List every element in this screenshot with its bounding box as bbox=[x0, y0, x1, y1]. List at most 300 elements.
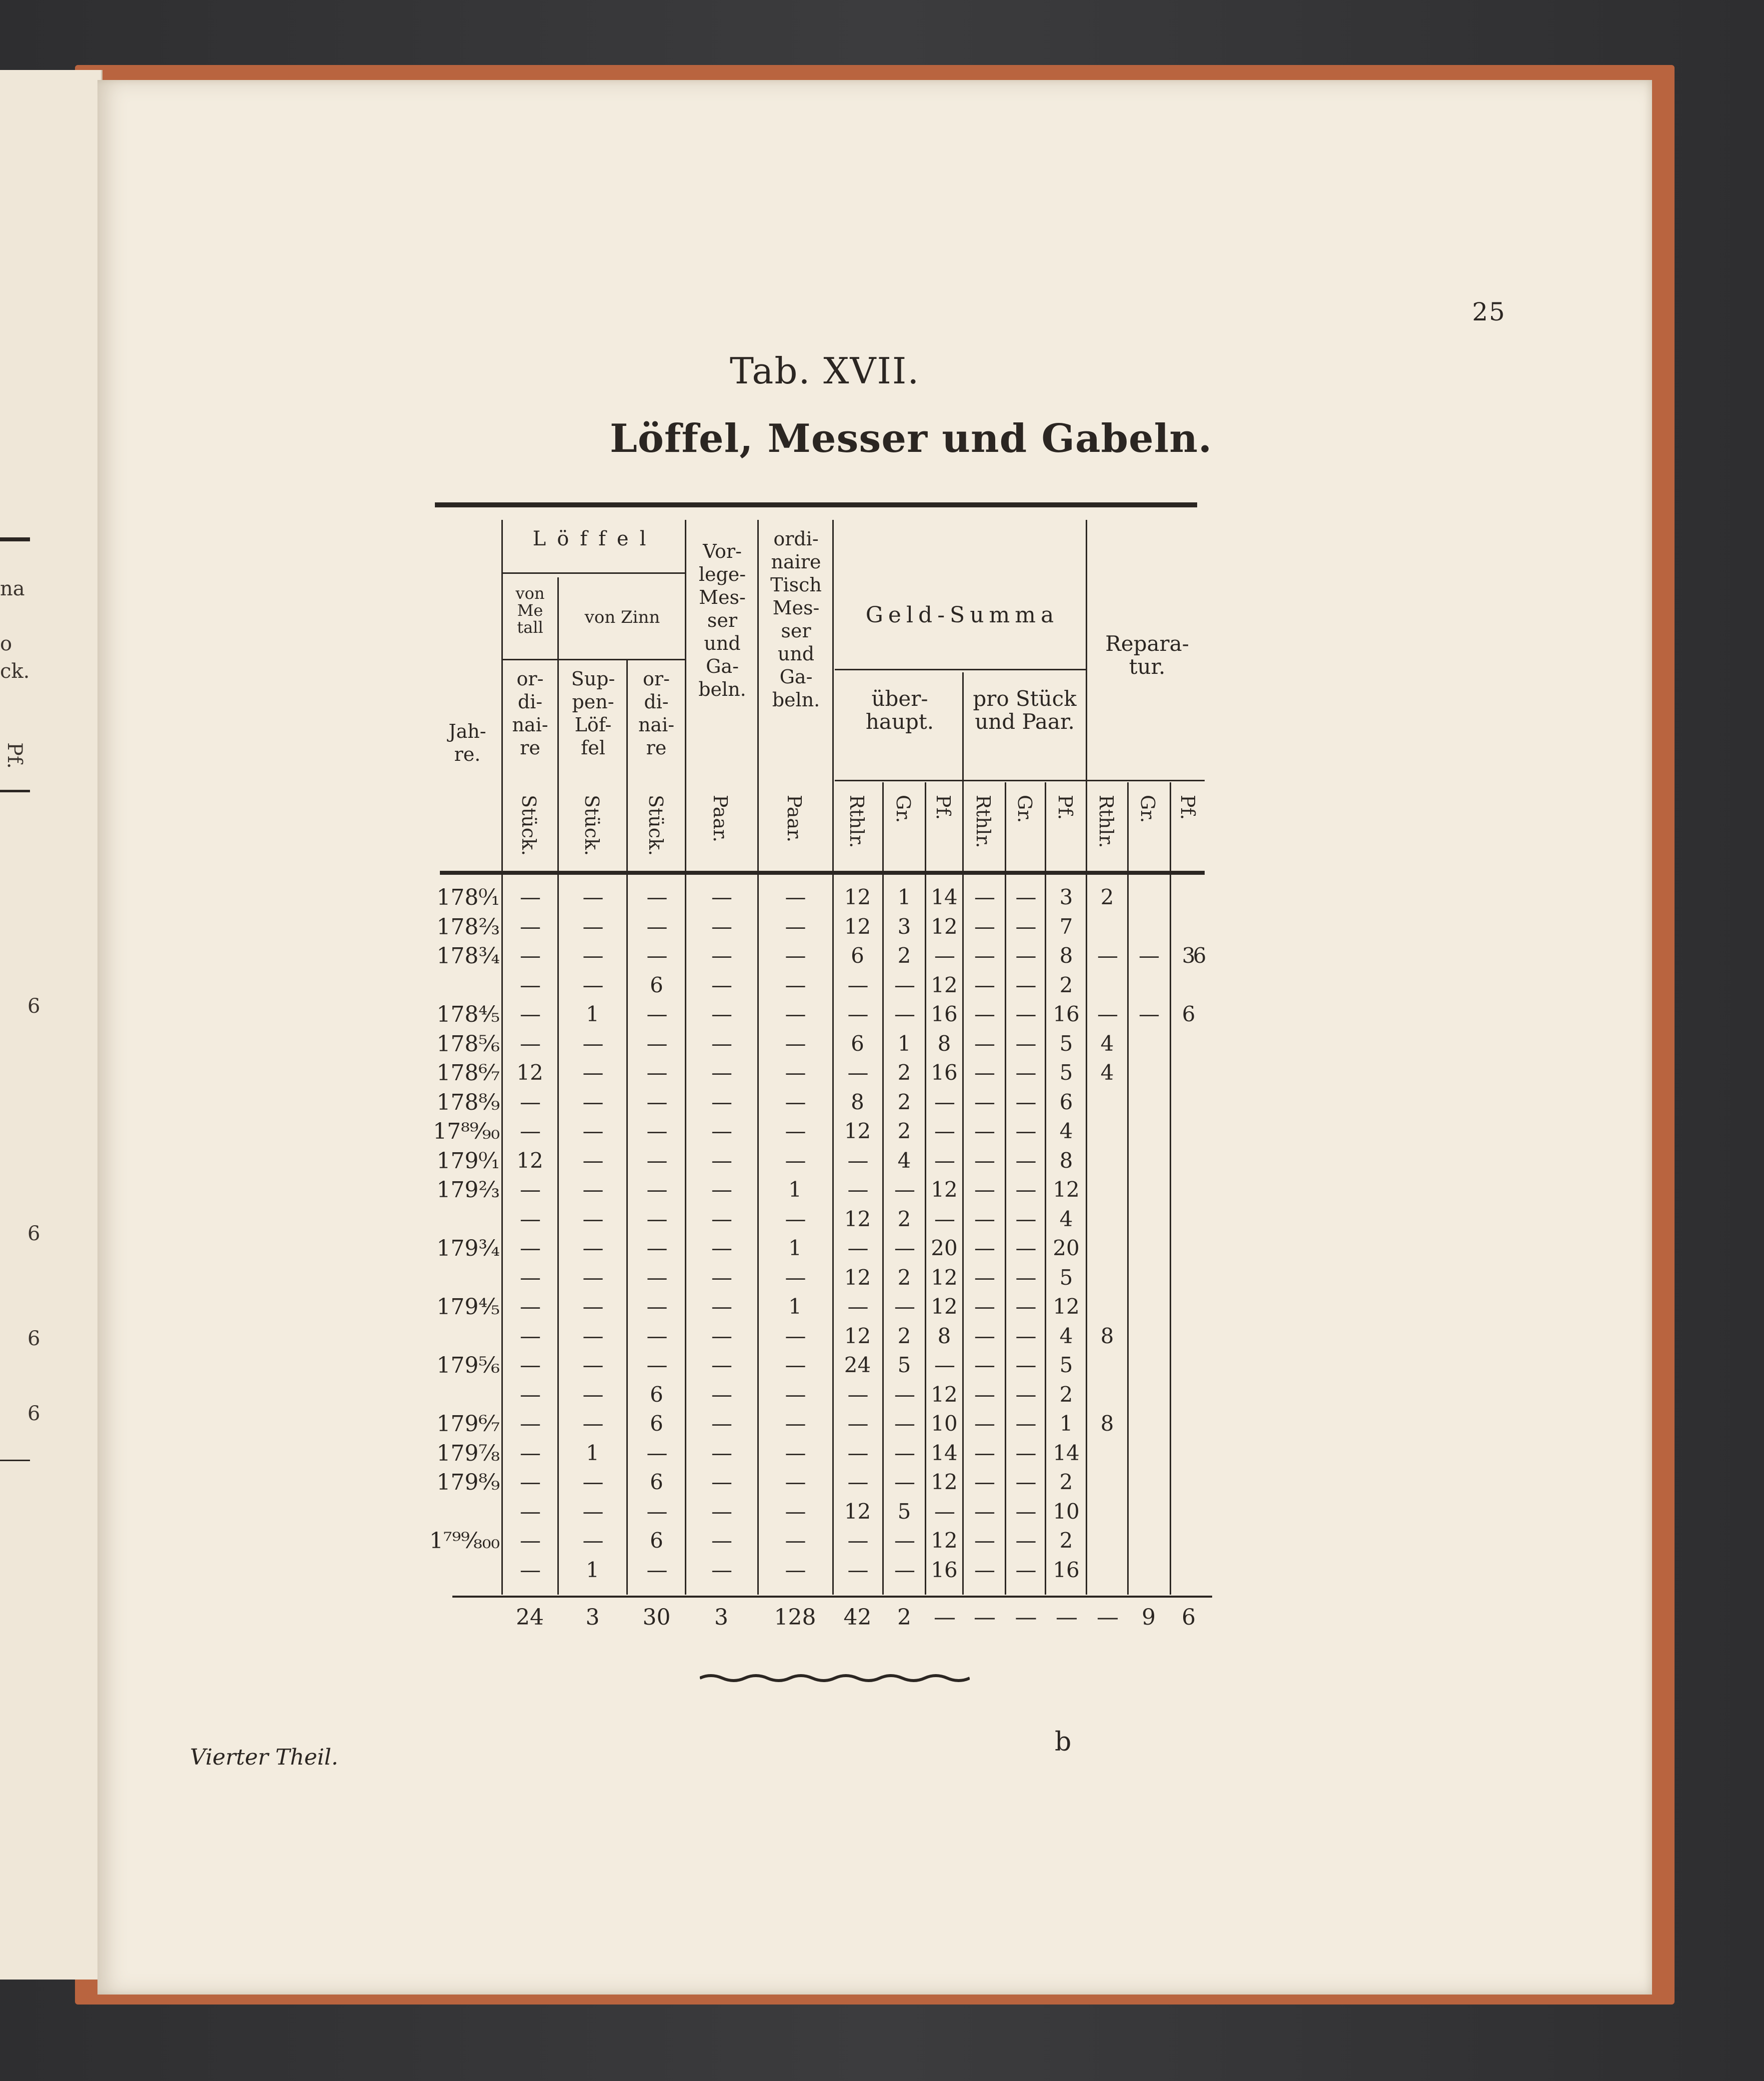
total-cell: — bbox=[974, 1605, 995, 1630]
unit-label: Gr. bbox=[1137, 795, 1159, 823]
total-cell: 2 bbox=[897, 1605, 911, 1630]
table-cell: — bbox=[974, 1323, 994, 1348]
table-cell: — bbox=[520, 1002, 540, 1026]
table-cell: — bbox=[1015, 1411, 1036, 1436]
table-cell: — bbox=[1015, 1499, 1036, 1524]
table-cell: 12 bbox=[516, 1060, 543, 1085]
table-cell: — bbox=[785, 1148, 805, 1173]
table-cell: — bbox=[711, 1089, 731, 1114]
table-cell: — bbox=[894, 1470, 914, 1494]
table-cell: 1 bbox=[897, 885, 911, 909]
table-cell: — bbox=[974, 1353, 994, 1377]
col-rule bbox=[557, 577, 559, 1595]
table-cell: — bbox=[847, 1528, 868, 1553]
row-year: 178⁸⁄₉ bbox=[436, 1089, 500, 1115]
table-cell: — bbox=[711, 1411, 731, 1436]
total-cell: — bbox=[1015, 1605, 1036, 1630]
left-fragment: ck. bbox=[0, 660, 30, 683]
row-year: 1⁷⁹⁹⁄₈₀₀ bbox=[429, 1528, 500, 1554]
table-cell: — bbox=[785, 1557, 805, 1582]
table-cell: 1 bbox=[897, 1031, 911, 1056]
table-cell: — bbox=[582, 885, 603, 909]
table-cell: 12 bbox=[844, 914, 871, 939]
geld-summa-rule bbox=[835, 669, 1087, 670]
unit-label: Rthlr. bbox=[972, 795, 994, 848]
table-cell: 6 bbox=[851, 943, 864, 968]
table-cell: — bbox=[582, 1323, 603, 1348]
table-cell: — bbox=[785, 1002, 805, 1026]
total-cell: 24 bbox=[516, 1605, 544, 1630]
table-cell: — bbox=[894, 1236, 914, 1260]
table-cell: 12 bbox=[844, 1499, 871, 1524]
table-cell: 7 bbox=[1059, 914, 1073, 939]
total-cell: 6 bbox=[1182, 1605, 1196, 1630]
table-cell: — bbox=[582, 1353, 603, 1377]
table-cell: 14 bbox=[931, 1440, 958, 1465]
table-cell: — bbox=[646, 1031, 667, 1056]
left-fragment: 6 bbox=[27, 995, 40, 1018]
table-cell: 4 bbox=[1059, 1119, 1073, 1143]
table-cell: — bbox=[1015, 1323, 1036, 1348]
table-cell: 12 bbox=[931, 1528, 958, 1553]
table-cell: 2 bbox=[897, 1206, 911, 1231]
table-cell: — bbox=[847, 1557, 868, 1582]
table-cell: — bbox=[711, 1382, 731, 1407]
table-cell: 5 bbox=[897, 1353, 911, 1377]
table-cell: — bbox=[1015, 885, 1036, 909]
table-cell: — bbox=[1015, 1557, 1036, 1582]
table-cell: — bbox=[847, 1177, 868, 1202]
left-rule-bottom bbox=[0, 1460, 30, 1461]
table-cell: 8 bbox=[1059, 1148, 1073, 1173]
table-cell: — bbox=[1015, 943, 1036, 968]
unit-label: Pf. bbox=[1177, 795, 1199, 820]
table-cell: — bbox=[582, 1148, 603, 1173]
table-cell: — bbox=[847, 1440, 868, 1465]
table-cell: — bbox=[1139, 943, 1159, 968]
unit-label: Stück. bbox=[644, 795, 667, 856]
table-cell: — bbox=[711, 1353, 731, 1377]
left-fragment: 6 bbox=[27, 1222, 40, 1245]
table-cell: — bbox=[894, 1528, 914, 1553]
table-cell: — bbox=[785, 914, 805, 939]
table-top-rule bbox=[435, 502, 1197, 507]
table-cell: 2 bbox=[897, 1323, 911, 1348]
unit-label: Rthlr. bbox=[845, 795, 868, 848]
table-cell: — bbox=[711, 1528, 731, 1553]
table-cell: — bbox=[974, 1148, 994, 1173]
table-cell: 4 bbox=[1059, 1323, 1073, 1348]
table-cell: — bbox=[974, 1002, 994, 1026]
left-fragment: Pf. bbox=[3, 742, 26, 769]
unit-label: Gr. bbox=[892, 795, 914, 823]
unit-label: Stück. bbox=[518, 795, 540, 856]
table-cell: — bbox=[582, 1177, 603, 1202]
table-cell: — bbox=[646, 943, 667, 968]
unit-label: Pf. bbox=[1054, 795, 1076, 820]
header-vorlege: Vor- lege- Mes- ser und Ga- beln. bbox=[698, 540, 746, 700]
table-cell: — bbox=[646, 1177, 667, 1202]
table-cell: 6 bbox=[1059, 1089, 1073, 1114]
table-cell: — bbox=[520, 1382, 540, 1407]
table-cell: 12 bbox=[931, 1177, 958, 1202]
table-cell: 2 bbox=[897, 943, 911, 968]
table-cell: 2 bbox=[897, 1060, 911, 1085]
table-cell: — bbox=[934, 1206, 954, 1231]
table-cell: 12 bbox=[931, 1294, 958, 1319]
table-cell: 3 bbox=[897, 914, 911, 939]
col-rule bbox=[626, 660, 628, 1595]
table-cell: — bbox=[582, 1528, 603, 1553]
header-von-metall: von Me tall bbox=[515, 584, 545, 637]
table-cell: — bbox=[974, 1206, 994, 1231]
table-cell: — bbox=[582, 1206, 603, 1231]
header-ordinaire-metall: or- di- nai- re bbox=[512, 668, 548, 759]
table-cell: — bbox=[646, 885, 667, 909]
table-cell: 16 bbox=[1053, 1002, 1080, 1026]
table-cell: — bbox=[711, 1060, 731, 1085]
unit-label: Stück. bbox=[580, 795, 603, 856]
row-year: 178²⁄₃ bbox=[436, 914, 500, 940]
table-cell: — bbox=[646, 1265, 667, 1290]
header-ueberhaupt: über- haupt. bbox=[865, 686, 934, 734]
table-cell: — bbox=[520, 1499, 540, 1524]
table-cell: — bbox=[1015, 1440, 1036, 1465]
table-cell: — bbox=[974, 1528, 994, 1553]
header-loeffel: Löffel bbox=[532, 527, 657, 550]
table-cell: — bbox=[785, 972, 805, 997]
table-cell: — bbox=[785, 1440, 805, 1465]
table-cell: — bbox=[582, 1470, 603, 1494]
table-cell: — bbox=[520, 1470, 540, 1494]
table-cell: — bbox=[1015, 1206, 1036, 1231]
table-cell: — bbox=[582, 1236, 603, 1260]
row-year: 179²⁄₃ bbox=[436, 1177, 500, 1203]
table-cell: 5 bbox=[1059, 1031, 1073, 1056]
table-cell: 10 bbox=[931, 1411, 958, 1436]
row-year: 179⁸⁄₉ bbox=[436, 1470, 500, 1495]
header-von-zinn: von Zinn bbox=[584, 607, 660, 627]
header-reparatur: Repara- tur. bbox=[1105, 631, 1189, 679]
table-cell: 8 bbox=[1059, 943, 1073, 968]
table-cell: — bbox=[711, 1557, 731, 1582]
table-cell: 12 bbox=[931, 1470, 958, 1494]
table-subtitle: Löffel, Messer und Gabeln. bbox=[610, 416, 1213, 461]
table-cell: — bbox=[974, 1499, 994, 1524]
table-cell: — bbox=[974, 1031, 994, 1056]
table-cell: 6 bbox=[1182, 1002, 1196, 1026]
table-cell: — bbox=[1139, 1002, 1159, 1026]
table-cell: — bbox=[894, 972, 914, 997]
table-cell: — bbox=[520, 1089, 540, 1114]
table-cell: — bbox=[894, 1557, 914, 1582]
table-cell: — bbox=[711, 1002, 731, 1026]
table-cell: — bbox=[711, 1236, 731, 1260]
table-cell: 12 bbox=[931, 914, 958, 939]
table-cell: — bbox=[582, 943, 603, 968]
table-cell: — bbox=[582, 1060, 603, 1085]
table-cell: — bbox=[711, 885, 731, 909]
table-cell: — bbox=[847, 972, 868, 997]
table-cell: 8 bbox=[1100, 1323, 1114, 1348]
table-cell: — bbox=[1097, 943, 1117, 968]
header-jahre: Jah- re. bbox=[448, 720, 486, 765]
table-cell: — bbox=[974, 1382, 994, 1407]
table-cell: 12 bbox=[844, 1119, 871, 1143]
table-cell: — bbox=[974, 1470, 994, 1494]
table-cell: — bbox=[894, 1382, 914, 1407]
table-cell: — bbox=[582, 914, 603, 939]
table-cell: — bbox=[711, 943, 731, 968]
table-cell: — bbox=[785, 943, 805, 968]
table-cell: — bbox=[785, 1528, 805, 1553]
header-ordinaire-zinn: or- di- nai- re bbox=[638, 668, 675, 759]
table-cell: 14 bbox=[1053, 1440, 1080, 1465]
table-cell: — bbox=[520, 1440, 540, 1465]
table-cell-extra: 6 bbox=[1193, 943, 1207, 968]
table-cell: 5 bbox=[1059, 1353, 1073, 1377]
table-cell: — bbox=[934, 1353, 954, 1377]
table-cell: — bbox=[847, 1294, 868, 1319]
table-cell: 2 bbox=[1059, 1528, 1073, 1553]
table-cell: — bbox=[785, 1323, 805, 1348]
table-cell: — bbox=[847, 1411, 868, 1436]
left-fragment: 6 bbox=[27, 1402, 40, 1425]
table-cell: — bbox=[646, 1089, 667, 1114]
table-cell: 1 bbox=[586, 1002, 599, 1026]
table-cell: — bbox=[646, 1206, 667, 1231]
row-year: 179³⁄₄ bbox=[436, 1236, 500, 1261]
table-cell: 1 bbox=[1059, 1411, 1073, 1436]
table-cell: — bbox=[520, 1557, 540, 1582]
table-cell: — bbox=[711, 1470, 731, 1494]
table-cell: — bbox=[582, 1382, 603, 1407]
table-cell: — bbox=[785, 1353, 805, 1377]
table-cell: — bbox=[646, 1294, 667, 1319]
table-cell: — bbox=[894, 1002, 914, 1026]
table-cell: — bbox=[785, 1499, 805, 1524]
table-cell: — bbox=[1015, 1382, 1036, 1407]
table-cell: — bbox=[520, 1411, 540, 1436]
table-cell: — bbox=[1015, 1060, 1036, 1085]
totals-rule bbox=[452, 1596, 1212, 1598]
table-cell: — bbox=[711, 1440, 731, 1465]
table-cell: — bbox=[711, 1265, 731, 1290]
table-cell: — bbox=[646, 914, 667, 939]
table-cell: — bbox=[646, 1557, 667, 1582]
table-cell: — bbox=[711, 1031, 731, 1056]
table-cell: — bbox=[646, 1499, 667, 1524]
table-cell: 16 bbox=[931, 1557, 958, 1582]
table-cell: — bbox=[1015, 1353, 1036, 1377]
unit-label: Pf. bbox=[932, 795, 954, 820]
table-cell: — bbox=[1015, 1265, 1036, 1290]
table-cell: — bbox=[711, 1323, 731, 1348]
unit-label: Rthlr. bbox=[1095, 795, 1117, 848]
table-cell: 6 bbox=[650, 972, 663, 997]
table-cell: — bbox=[974, 1119, 994, 1143]
table-cell: — bbox=[520, 972, 540, 997]
row-year: 17⁸⁹⁄₉₀ bbox=[433, 1119, 500, 1144]
table-cell: — bbox=[894, 1294, 914, 1319]
table-cell: — bbox=[520, 1353, 540, 1377]
table-cell: — bbox=[1015, 972, 1036, 997]
table-cell: — bbox=[1015, 1470, 1036, 1494]
table-cell: — bbox=[582, 1265, 603, 1290]
table-cell: 10 bbox=[1053, 1499, 1080, 1524]
table-cell: — bbox=[974, 1557, 994, 1582]
table-cell: — bbox=[582, 1119, 603, 1143]
table-cell: — bbox=[785, 1119, 805, 1143]
table-cell: — bbox=[785, 1411, 805, 1436]
table-cell: — bbox=[520, 1031, 540, 1056]
table-cell: 8 bbox=[937, 1031, 951, 1056]
table-cell: — bbox=[646, 1060, 667, 1085]
table-cell: — bbox=[646, 1323, 667, 1348]
table-cell: — bbox=[785, 1031, 805, 1056]
table-cell: — bbox=[520, 1265, 540, 1290]
table-cell: 12 bbox=[844, 885, 871, 909]
table-cell: — bbox=[711, 972, 731, 997]
table-cell: — bbox=[520, 1236, 540, 1260]
ueberhaupt-rule bbox=[835, 780, 1087, 781]
table-cell: — bbox=[847, 1382, 868, 1407]
total-cell: — bbox=[1097, 1605, 1118, 1630]
total-cell: 42 bbox=[843, 1605, 872, 1630]
table-cell: — bbox=[894, 1440, 914, 1465]
table-cell: 24 bbox=[844, 1353, 871, 1377]
table-cell: 2 bbox=[897, 1119, 911, 1143]
header-ordinaire-tisch: ordi- naire Tisch Mes- ser und Ga- beln. bbox=[770, 528, 822, 711]
unit-label: Gr. bbox=[1013, 795, 1036, 823]
table-cell: — bbox=[520, 1528, 540, 1553]
total-cell: 30 bbox=[642, 1605, 671, 1630]
table-cell: — bbox=[520, 914, 540, 939]
table-cell: — bbox=[974, 1294, 994, 1319]
total-cell: — bbox=[934, 1605, 955, 1630]
table-cell: — bbox=[520, 1206, 540, 1231]
signature-line: Vierter Theil. bbox=[190, 1745, 338, 1770]
table-cell: — bbox=[847, 1236, 868, 1260]
left-fragment: na bbox=[0, 577, 25, 600]
table-cell: — bbox=[974, 1177, 994, 1202]
row-year: 178³⁄₄ bbox=[436, 943, 500, 969]
table-cell: 12 bbox=[844, 1206, 871, 1231]
table-cell: — bbox=[646, 1236, 667, 1260]
table-cell: 2 bbox=[1059, 1470, 1073, 1494]
table-cell: 12 bbox=[1053, 1177, 1080, 1202]
table-cell: — bbox=[974, 1060, 994, 1085]
total-cell: 128 bbox=[774, 1605, 816, 1630]
table-cell: 12 bbox=[844, 1265, 871, 1290]
table-cell: 2 bbox=[1059, 972, 1073, 997]
table-cell: — bbox=[646, 1148, 667, 1173]
total-cell: — bbox=[1056, 1605, 1077, 1630]
table-cell: — bbox=[785, 1382, 805, 1407]
left-fragment: 6 bbox=[27, 1327, 40, 1350]
row-year: 179⁷⁄₈ bbox=[436, 1440, 500, 1466]
table-cell: — bbox=[1097, 1002, 1117, 1026]
table-cell: — bbox=[646, 1353, 667, 1377]
table-cell: — bbox=[1015, 914, 1036, 939]
table-cell: — bbox=[520, 885, 540, 909]
table-cell: — bbox=[520, 1119, 540, 1143]
left-fragment: o bbox=[0, 632, 12, 655]
table-cell: 6 bbox=[650, 1411, 663, 1436]
header-geld-summa: Geld-Summa bbox=[865, 602, 1059, 628]
signature-mark: b bbox=[1055, 1727, 1072, 1757]
table-cell: — bbox=[934, 1499, 954, 1524]
table-cell: — bbox=[520, 1323, 540, 1348]
table-cell: 12 bbox=[516, 1148, 543, 1173]
table-cell: — bbox=[934, 1089, 954, 1114]
table-cell: 2 bbox=[897, 1265, 911, 1290]
table-cell: — bbox=[974, 1411, 994, 1436]
table-cell: — bbox=[934, 943, 954, 968]
table-cell: — bbox=[711, 1206, 731, 1231]
table-cell: 12 bbox=[844, 1323, 871, 1348]
table-cell: 6 bbox=[851, 1031, 864, 1056]
table-cell: 6 bbox=[650, 1528, 663, 1553]
table-cell: — bbox=[785, 1089, 805, 1114]
table-cell: 16 bbox=[931, 1060, 958, 1085]
table-cell: 8 bbox=[851, 1089, 864, 1114]
table-cell: 2 bbox=[1100, 885, 1114, 909]
table-cell: — bbox=[974, 1089, 994, 1114]
row-year: 179⁰⁄₁ bbox=[436, 1148, 500, 1174]
table-cell: — bbox=[785, 1265, 805, 1290]
table-cell: 4 bbox=[1100, 1060, 1114, 1085]
table-cell: — bbox=[847, 1002, 868, 1026]
row-year: 178⁵⁄₆ bbox=[436, 1031, 500, 1057]
table-cell: 2 bbox=[1059, 1382, 1073, 1407]
total-cell: 9 bbox=[1142, 1605, 1156, 1630]
decorative-wave-rule bbox=[700, 1672, 970, 1684]
table-cell: — bbox=[1015, 1528, 1036, 1553]
table-cell: — bbox=[934, 1119, 954, 1143]
table-cell: 20 bbox=[1053, 1236, 1080, 1260]
table-cell: 5 bbox=[897, 1499, 911, 1524]
table-cell: 1 bbox=[586, 1440, 599, 1465]
table-cell: — bbox=[847, 1470, 868, 1494]
table-cell: 4 bbox=[897, 1148, 911, 1173]
table-cell: — bbox=[582, 1089, 603, 1114]
table-cell: — bbox=[711, 1499, 731, 1524]
table-cell: — bbox=[894, 1177, 914, 1202]
metall-zinn-rule bbox=[502, 659, 685, 660]
table-cell: 3 bbox=[1182, 943, 1196, 968]
table-cell: 3 bbox=[1059, 885, 1073, 909]
table-cell: 12 bbox=[931, 1382, 958, 1407]
left-rule-mid bbox=[0, 790, 30, 792]
table-cell: — bbox=[974, 943, 994, 968]
header-pro-stueck: pro Stück und Paar. bbox=[973, 686, 1077, 734]
header-bottom-rule bbox=[440, 871, 1205, 875]
left-rule-top bbox=[0, 537, 30, 541]
table-cell: — bbox=[520, 1294, 540, 1319]
table-cell: — bbox=[1015, 1002, 1036, 1026]
table-cell: 12 bbox=[931, 972, 958, 997]
table-cell: — bbox=[974, 885, 994, 909]
table-cell: — bbox=[520, 943, 540, 968]
table-cell: — bbox=[785, 1470, 805, 1494]
table-cell: — bbox=[974, 972, 994, 997]
row-year: 178⁰⁄₁ bbox=[436, 885, 500, 910]
table-cell: — bbox=[711, 914, 731, 939]
page-number: 25 bbox=[1472, 297, 1506, 326]
table-cell: — bbox=[1015, 1119, 1036, 1143]
table-cell: — bbox=[974, 914, 994, 939]
